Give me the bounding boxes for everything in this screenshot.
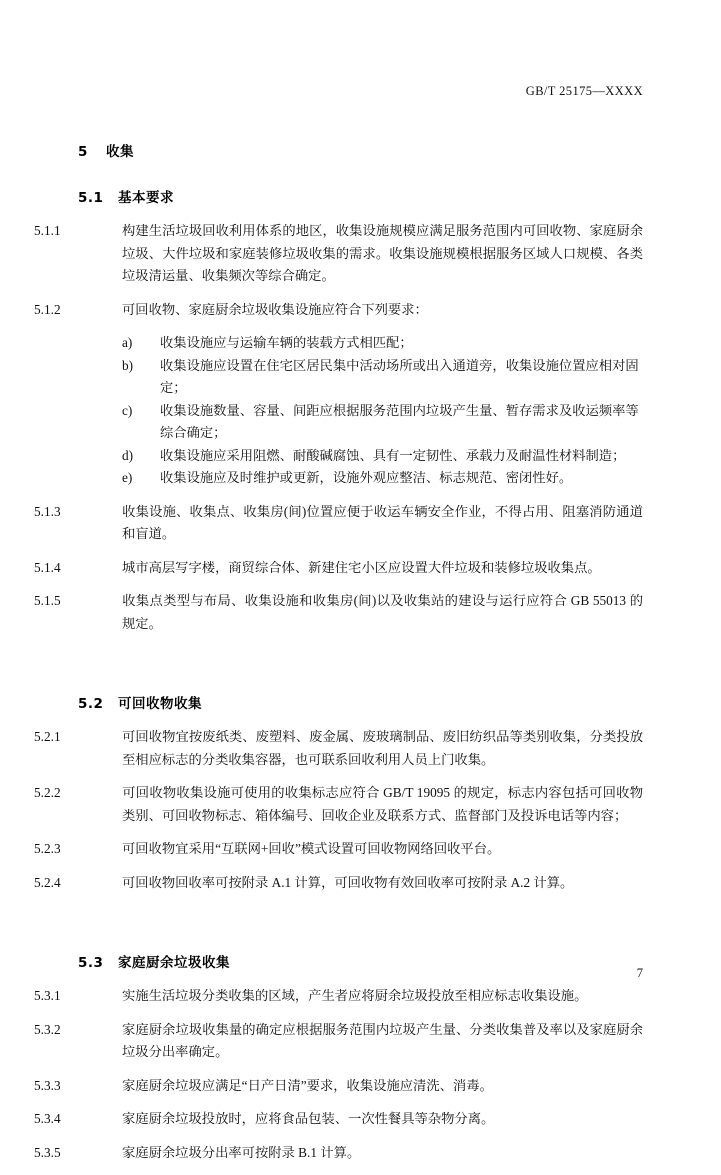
list-item [122, 400, 643, 445]
clause-5-1-4 [34, 557, 643, 580]
list-item-label: c) [122, 402, 133, 418]
section-title-5: 收集 [106, 144, 134, 160]
clause-number-5-3-4: 5.3.4 [34, 1111, 61, 1126]
list-item-text: 收集设施应设置在住宅区居民集中活动场所或出入通道旁，收集设施位置应相对固定； [160, 357, 639, 395]
clause-number-5-2-1: 5.2.1 [34, 729, 61, 744]
list-item [122, 332, 643, 355]
section-number-5-3: 5.3 [78, 955, 104, 971]
clause-5-2-4 [34, 872, 643, 895]
clause-text-5-1-5: 收集点类型与布局、收集设施和收集房(间)以及收集站的建设与运行应符合 GB 55013 的规定。 [122, 593, 643, 631]
page-content [34, 140, 643, 1175]
list-item [122, 445, 643, 468]
section-heading-5-2 [78, 692, 643, 712]
page-number: 7 [636, 966, 643, 980]
clause-number-5-2-2: 5.2.2 [34, 785, 61, 800]
section-spacer [78, 646, 643, 666]
list-item-text: 收集设施应采用阻燃、耐酸碱腐蚀、具有一定韧性、承载力及耐温性材料制造； [160, 447, 626, 463]
clause-number-5-3-3: 5.3.3 [34, 1077, 61, 1093]
clause-text-5-1-1: 构建生活垃圾回收利用体系的地区，收集设施规模应满足服务范围内可回收物、家庭厨余垃圾、大件垃圾和家庭装修垃圾收集的需求。收集设施规模根据服务区域人口规模、各类垃圾清运量、收集频次等综合确定。 [122, 223, 643, 283]
list-item-text: 收集设施应与运输车辆的装载方式相匹配； [160, 335, 413, 350]
section-heading-5-1 [78, 186, 643, 206]
clause-5-2-2 [34, 782, 643, 827]
clause-5-1-1 [34, 220, 643, 288]
clause-5-3-2 [34, 1019, 643, 1064]
section-heading-5 [78, 140, 643, 160]
clause-text-5-3-2: 家庭厨余垃圾收集量的确定应根据服务范围内垃圾产生量、分类收集普及率以及家庭厨余垃圾分出率确定。 [122, 1021, 643, 1059]
clause-text-5-1-3: 收集设施、收集点、收集房(间)位置应便于收运车辆安全作业，不得占用、阻塞消防通道和盲道。 [122, 503, 643, 541]
clause-number-5-1-1: 5.1.1 [34, 223, 61, 238]
section-number-5-2: 5.2 [78, 696, 104, 712]
page-header-standard-id: GB/T 25175—XXXX [525, 84, 643, 98]
clause-5-3-3 [34, 1075, 643, 1098]
clause-text-5-1-2: 可回收物、家庭厨余垃圾收集设施应符合下列要求： [122, 301, 428, 317]
list-item-text: 收集设施数量、容量、间距应根据服务范围内垃圾产生量、暂存需求及收运频率等综合确定； [160, 402, 639, 440]
clause-number-5-1-4: 5.1.4 [34, 559, 61, 575]
list-item [122, 467, 643, 490]
section-number-5: 5 [78, 144, 88, 160]
clause-5-3-4 [34, 1108, 643, 1131]
section-spacer [78, 905, 643, 925]
clause-number-5-3-2: 5.3.2 [34, 1021, 61, 1037]
clause-number-5-2-4: 5.2.4 [34, 874, 61, 890]
clause-text-5-2-4: 可回收物回收率可按附录 A.1 计算，可回收物有效回收率可按附录 A.2 计算。 [122, 874, 574, 890]
clause-text-5-2-1: 可回收物宜按废纸类、废塑料、废金属、废玻璃制品、废旧纺织品等类别收集，分类投放至相应标志的分类收集容器，也可联系回收利用人员上门收集。 [122, 729, 643, 767]
section-title-5-1: 基本要求 [118, 190, 174, 206]
clause-text-5-3-5: 家庭厨余垃圾分出率可按附录 B.1 计算。 [122, 1144, 361, 1160]
clause-text-5-3-4: 家庭厨余垃圾投放时，应将食品包装、一次性餐具等杂物分离。 [122, 1111, 495, 1126]
clause-5-1-3 [34, 501, 643, 546]
clause-number-5-3-1: 5.3.1 [34, 988, 61, 1003]
clause-5-1-2 [34, 299, 643, 322]
clause-text-5-1-4: 城市高层写字楼，商贸综合体、新建住宅小区应设置大件垃圾和装修垃圾收集点。 [122, 559, 601, 575]
clause-number-5-1-3: 5.1.3 [34, 503, 61, 519]
clause-5-2-1 [34, 726, 643, 771]
list-item [122, 355, 643, 400]
list-item-label: b) [122, 357, 134, 373]
list-item-label: a) [122, 335, 133, 350]
list-item-label: d) [122, 447, 134, 463]
section-title-5-2: 可回收物收集 [118, 696, 202, 712]
clause-5-2-3 [34, 838, 643, 861]
clause-5-3-1 [34, 985, 643, 1008]
clause-text-5-3-3: 家庭厨余垃圾应满足“日产日清”要求，收集设施应清洗、消毒。 [122, 1077, 493, 1093]
section-number-5-1: 5.1 [78, 190, 104, 206]
list-item-label: e) [122, 470, 133, 485]
clause-number-5-1-2: 5.1.2 [34, 301, 61, 317]
section-title-5-3: 家庭厨余垃圾收集 [118, 955, 230, 971]
clause-5-1-5 [34, 590, 643, 635]
section-heading-5-3 [78, 951, 643, 971]
clause-number-5-3-5: 5.3.5 [34, 1144, 61, 1160]
clause-number-5-1-5: 5.1.5 [34, 593, 61, 608]
clause-text-5-2-2: 可回收物收集设施可使用的收集标志应符合 GB/T 19095 的规定，标志内容包括可回收物类别、可回收物标志、箱体编号、回收企业及联系方式、监督部门及投诉电话等内容； [122, 785, 643, 823]
clause-number-5-2-3: 5.2.3 [34, 841, 61, 856]
clause-5-1-2-list [78, 332, 643, 490]
clause-text-5-2-3: 可回收物宜采用“互联网+回收”模式设置可回收物网络回收平台。 [122, 841, 501, 856]
clause-text-5-3-1: 实施生活垃圾分类收集的区域，产生者应将厨余垃圾投放至相应标志收集设施。 [122, 988, 588, 1003]
list-item-text: 收集设施应及时维护或更新，设施外观应整洁、标志规范、密闭性好。 [160, 470, 573, 485]
clause-5-3-5 [34, 1142, 643, 1165]
